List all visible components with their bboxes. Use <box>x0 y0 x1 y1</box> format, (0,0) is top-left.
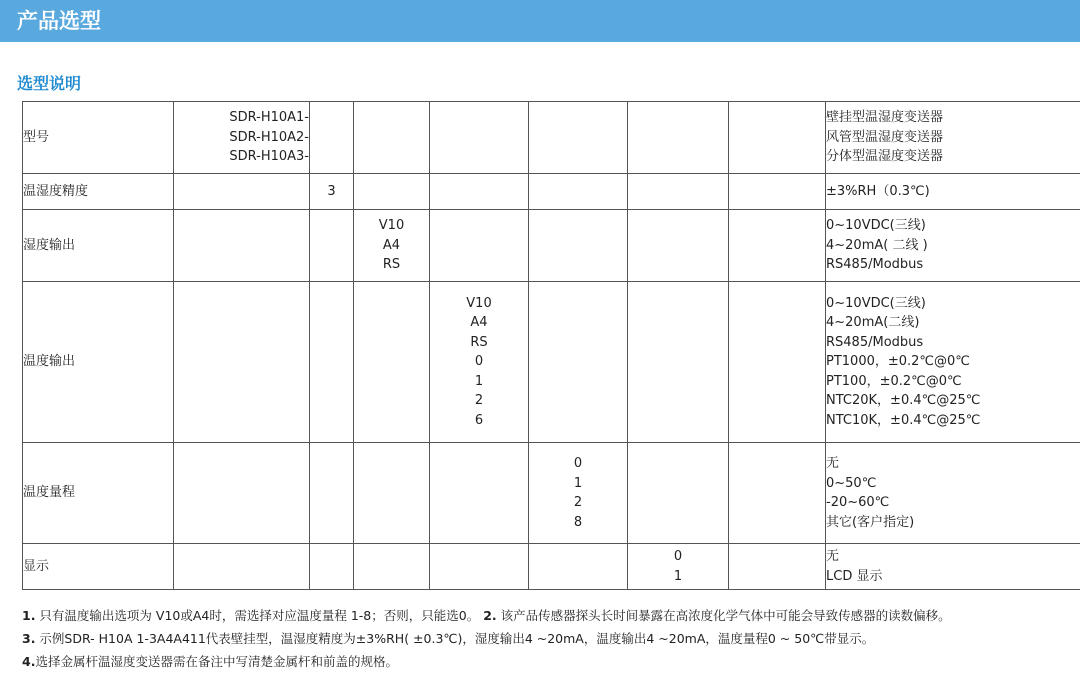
temperature-range-codes <box>529 443 628 544</box>
note-number: 4. <box>22 654 36 669</box>
row-label-humidity-output: 湿度输出 <box>23 210 174 282</box>
table-row-model <box>23 102 1080 174</box>
row-label-accuracy: 温湿度精度 <box>23 174 174 210</box>
code-line: 0 <box>573 456 583 471</box>
code-line: 1 <box>474 373 484 389</box>
note-line <box>22 627 1078 650</box>
desc-line: 4~20mA(二线) <box>826 315 920 331</box>
code-line: V10 <box>378 218 405 234</box>
section-title: 选型说明 <box>17 74 82 93</box>
temperature-output-codes <box>430 282 529 443</box>
code-line: 1 <box>673 568 683 584</box>
desc-line: 其它(客户指定) <box>826 514 915 530</box>
note-text: 只有温度输出选项为 V10或A4时，需选择对应温度量程 1-8；否则，只能选0。 <box>35 608 480 623</box>
note-number: 2. <box>483 608 497 623</box>
note-text: 选择金属杆温湿度变送器需在备注中写清楚金属杆和前盖的规格。 <box>35 654 398 669</box>
row-label-temperature-range: 温度量程 <box>23 443 174 544</box>
code-line: 0 <box>474 354 484 370</box>
model-descriptions <box>826 102 1080 174</box>
humidity-output-codes <box>354 210 430 282</box>
desc-line: NTC20K，±0.4℃@25℃ <box>826 393 981 409</box>
note-number: 3. <box>22 631 36 646</box>
note-text: 该产品传感器探头长时间暴露在高浓度化学气体中可能会导致传感器的读数偏移。 <box>496 608 951 623</box>
code-line: V10 <box>466 295 492 311</box>
desc-line: 0~10VDC(三线) <box>826 295 926 311</box>
table-row-accuracy <box>23 174 1080 210</box>
table-row-display <box>23 544 1080 590</box>
row-label-model: 型号 <box>23 102 174 174</box>
page-header <box>0 0 1080 42</box>
desc-line: 0~50℃ <box>826 475 877 491</box>
desc-line: 0~10VDC(三线) <box>826 218 926 234</box>
desc-line: LCD 显示 <box>826 568 883 584</box>
desc-line: RS485/Modbus <box>826 257 924 273</box>
accuracy-description: ±3%RH（0.3℃) <box>826 174 1080 210</box>
table-row-humidity-output <box>23 210 1080 282</box>
model-codes <box>174 102 310 174</box>
model-code: SDR-H10A1- <box>229 110 309 126</box>
desc-line: NTC10K，±0.4℃@25℃ <box>826 412 981 428</box>
note-line <box>22 650 1078 673</box>
notes <box>22 604 1078 673</box>
display-descriptions <box>826 544 1080 590</box>
temperature-range-descriptions <box>826 443 1080 544</box>
desc-line: 无 <box>826 549 840 564</box>
code-line: 8 <box>573 514 583 530</box>
model-code: SDR-H10A3- <box>229 149 309 165</box>
desc-line: PT1000，±0.2℃@0℃ <box>826 354 970 370</box>
code-line: 6 <box>474 412 484 428</box>
desc-line: 分体型温湿度变送器 <box>826 149 944 165</box>
accuracy-code: 3 <box>310 174 354 210</box>
desc-line: RS485/Modbus <box>826 334 924 350</box>
desc-line: 风管型温湿度变送器 <box>826 129 944 145</box>
table-row-temperature-output <box>23 282 1080 443</box>
code-line: 2 <box>474 393 484 409</box>
table-row-temperature-range <box>23 443 1080 544</box>
page-title: 产品选型 <box>17 9 101 33</box>
desc-line: 4~20mA( 二线 ) <box>826 237 928 253</box>
note-line <box>22 604 1078 627</box>
note-number: 1. <box>22 608 36 623</box>
code-line: A4 <box>382 237 401 253</box>
note-text: 示例SDR- H10A 1-3A4A411代表壁挂型，温湿度精度为±3%RH( ±0.3℃)，湿度输出4 ~20mA，温度输出4 ~20mA，温度量程0 ~ 50℃带显示。 <box>35 631 875 646</box>
selection-table <box>22 101 1080 590</box>
row-label-display: 显示 <box>23 544 174 590</box>
desc-line: -20~60℃ <box>826 495 890 510</box>
row-label-temperature-output: 温度输出 <box>23 282 174 443</box>
code-line: 0 <box>673 549 683 564</box>
temperature-output-descriptions <box>826 282 1080 443</box>
code-line: A4 <box>470 315 488 331</box>
humidity-output-descriptions <box>826 210 1080 282</box>
code-line: 1 <box>573 475 583 491</box>
desc-line: 无 <box>826 456 840 471</box>
desc-line: 壁挂型温湿度变送器 <box>826 110 944 126</box>
desc-line: PT100，±0.2℃@0℃ <box>826 373 962 389</box>
code-line: RS <box>470 334 488 350</box>
model-code: SDR-H10A2- <box>229 129 309 145</box>
display-codes <box>628 544 729 590</box>
code-line: 2 <box>573 495 583 510</box>
code-line: RS <box>382 257 401 273</box>
